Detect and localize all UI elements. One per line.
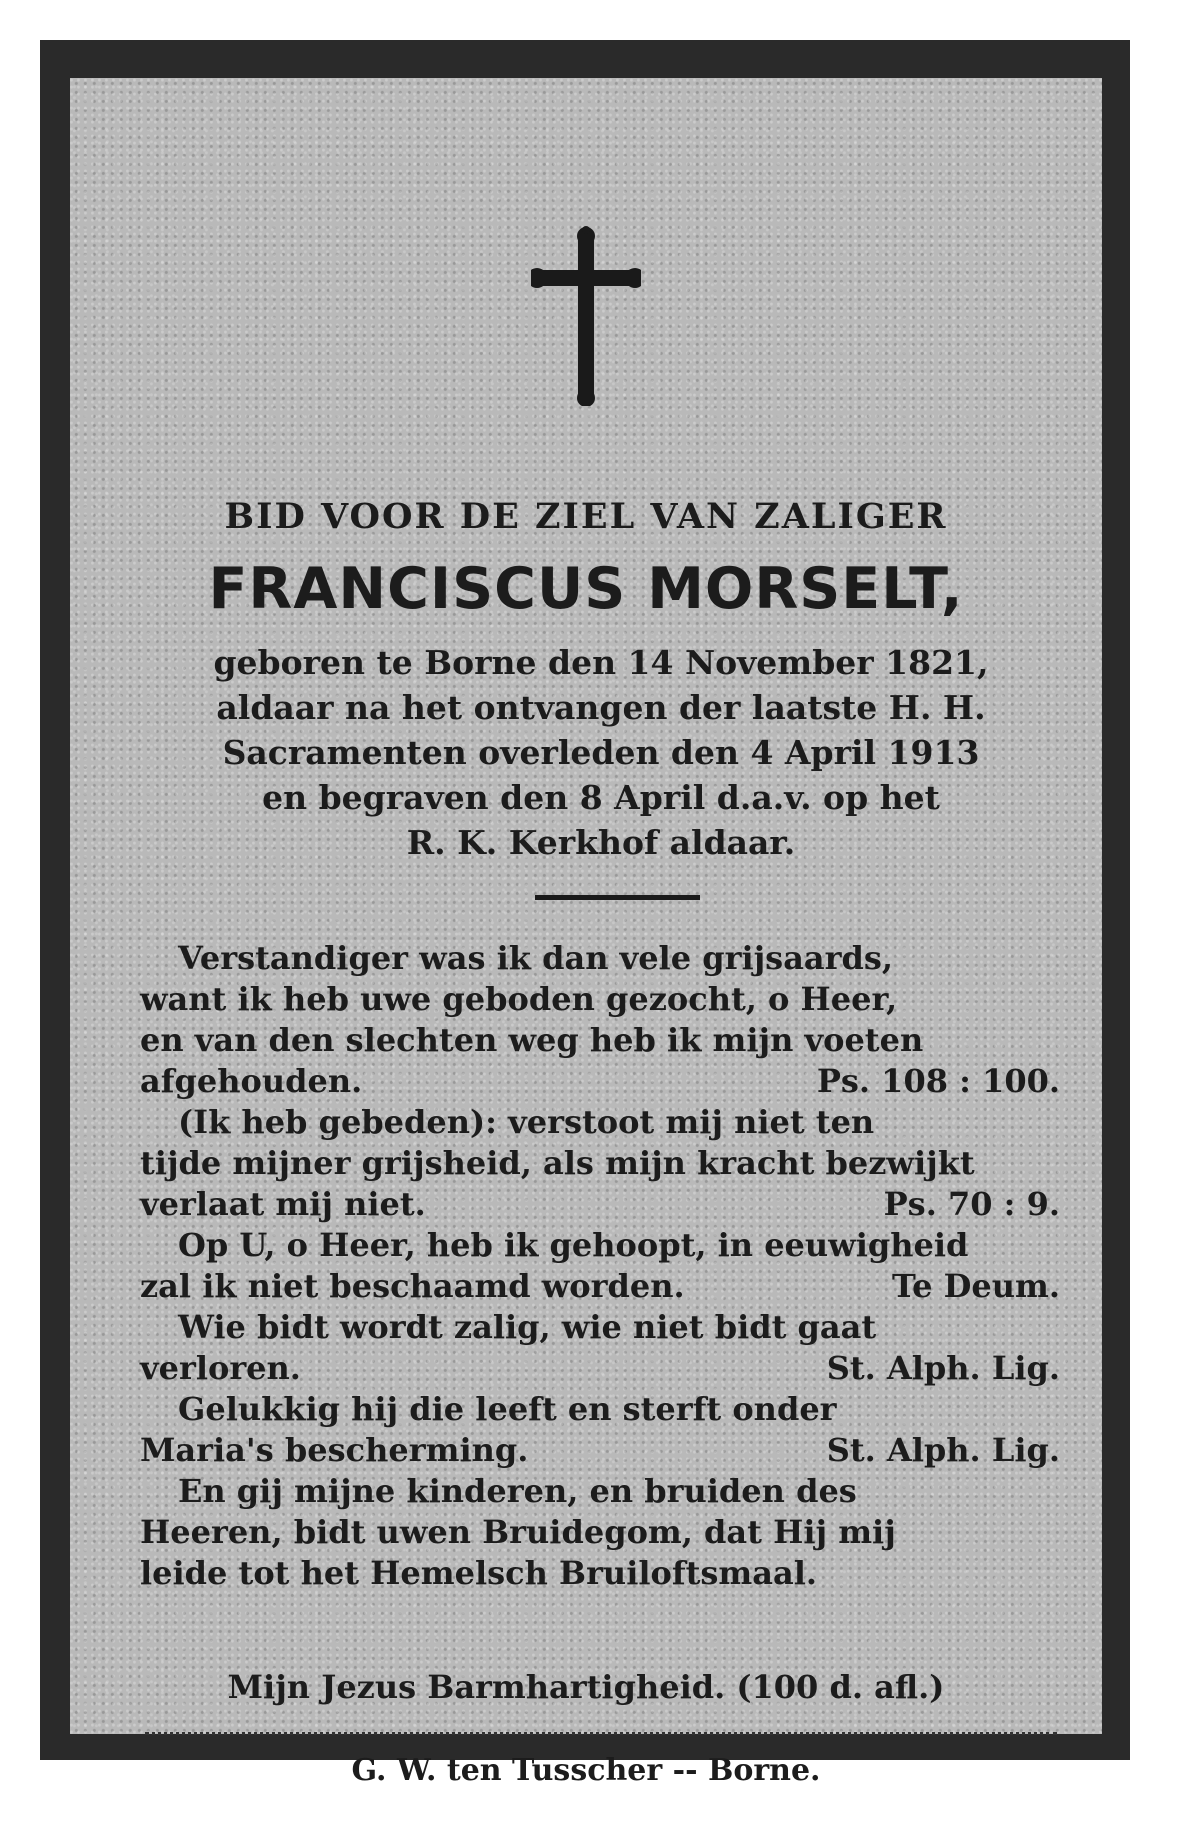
verse-text: leide tot het Hemelsch Bruiloftsmaal. [140, 1554, 818, 1592]
dotted-divider [145, 1732, 1057, 1735]
mourning-card [40, 40, 1130, 1788]
printer-credit: G. W. ten Tusscher -- Borne. [351, 1753, 821, 1788]
verse-line [140, 938, 1060, 979]
verse-text: tijde mijner grijsheid, als mijn kracht bezwijkt [140, 1144, 975, 1182]
card-body [70, 78, 1102, 1788]
verse-text: En gij mijne kinderen, en bruiden des [178, 1472, 857, 1510]
cross-icon [531, 226, 641, 406]
verse-text: verloren. [140, 1349, 301, 1387]
bio-line: geboren te Borne den 14 November 1821, [213, 643, 989, 682]
verse-line [140, 1389, 1060, 1430]
verse-text: Verstandiger was ik dan vele grijsaards, [178, 939, 894, 977]
verse-reference: Ps. 108 : 100. [816, 1062, 1060, 1100]
biography [140, 640, 1062, 865]
prayer-heading: BID VOOR DE ZIEL VAN ZALIGER [224, 496, 948, 537]
verse-line [140, 979, 1060, 1020]
verse-reference: St. Alph. Lig. [826, 1431, 1060, 1469]
verse-text: en van den slechten weg heb ik mijn voeten [140, 1021, 924, 1059]
closing-prayer: Mijn Jezus Barmhartigheid. (100 d. afl.) [227, 1668, 945, 1706]
verse-line [140, 1020, 1060, 1061]
divider [535, 895, 700, 900]
verse-line [140, 1225, 1060, 1266]
verse-line [140, 1143, 1060, 1184]
bio-line: aldaar na het ontvangen der laatste H. H. [216, 688, 986, 727]
verse-line [140, 1348, 1060, 1389]
verse-reference: St. Alph. Lig. [826, 1349, 1060, 1387]
verse-text: Wie bidt wordt zalig, wie niet bidt gaat [178, 1308, 877, 1346]
verse-line [140, 1102, 1060, 1143]
verse-reference: Ps. 70 : 9. [883, 1185, 1060, 1223]
verse-line [140, 1512, 1060, 1553]
verses-block [140, 938, 1060, 1594]
verse-line [140, 1184, 1060, 1225]
verse-text: Maria's bescherming. [140, 1431, 529, 1469]
verse-text: zal ik niet beschaamd worden. [140, 1267, 685, 1305]
verse-line [140, 1430, 1060, 1471]
verse-line [140, 1553, 1060, 1594]
verse-text: Op U, o Heer, heb ik gehoopt, in eeuwigheid [178, 1226, 969, 1264]
verse-text: Heeren, bidt uwen Bruidegom, dat Hij mij [140, 1513, 896, 1551]
bio-line: en begraven den 8 April d.a.v. op het [262, 778, 940, 817]
verse-line [140, 1471, 1060, 1512]
verse-text: Gelukkig hij die leeft en sterft onder [178, 1390, 837, 1428]
verse-line [140, 1266, 1060, 1307]
deceased-name: FRANCISCUS MORSELT, [208, 556, 964, 622]
verse-line [140, 1307, 1060, 1348]
verse-reference: Te Deum. [891, 1267, 1060, 1305]
verse-text: want ik heb uwe geboden gezocht, o Heer, [140, 980, 898, 1018]
bio-line: Sacramenten overleden den 4 April 1913 [222, 733, 980, 772]
verse-text: verlaat mij niet. [140, 1185, 426, 1223]
verse-line [140, 1061, 1060, 1102]
bio-line: R. K. Kerkhof aldaar. [406, 823, 796, 862]
verse-text: afgehouden. [140, 1062, 363, 1100]
verse-text: (Ik heb gebeden): verstoot mij niet ten [178, 1103, 875, 1141]
